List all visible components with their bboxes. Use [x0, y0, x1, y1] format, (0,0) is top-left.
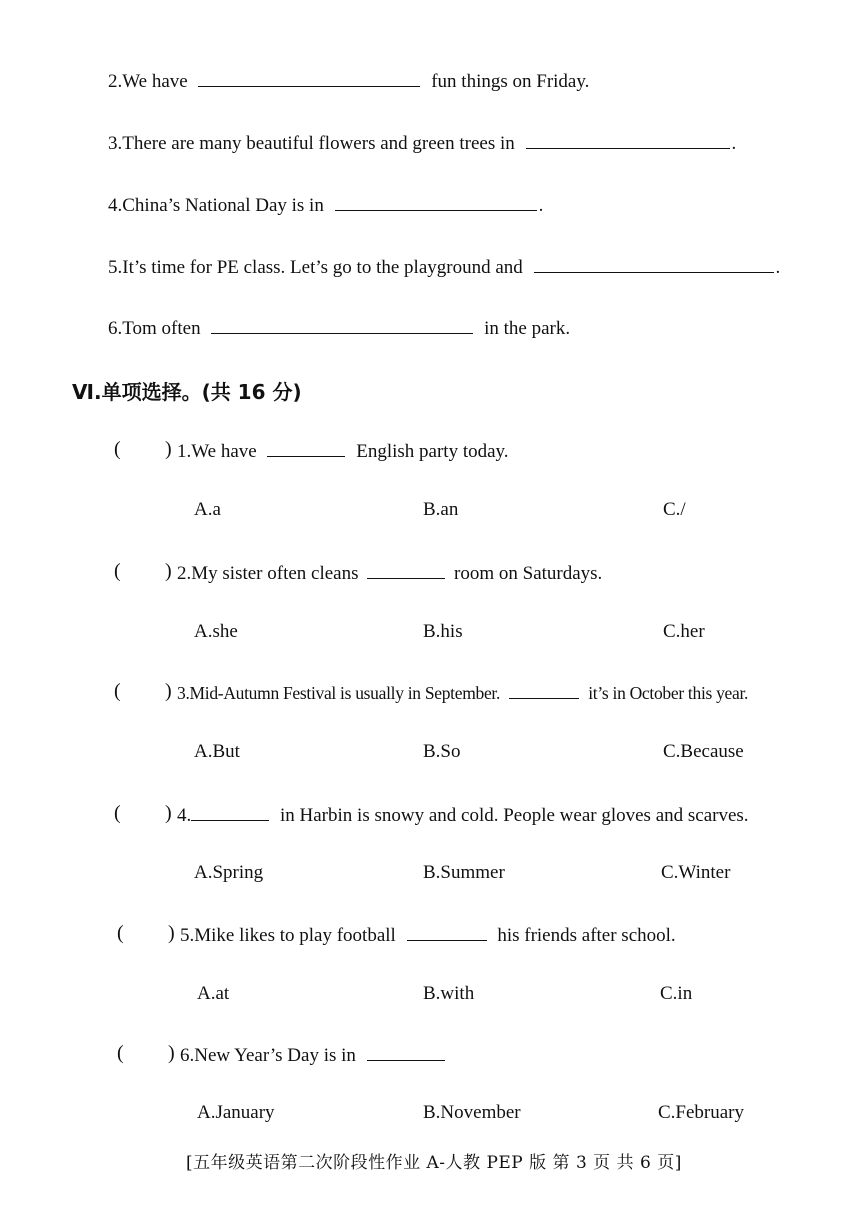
- item-number: 2.: [108, 71, 123, 92]
- answer-blank[interactable]: [367, 560, 445, 579]
- question-text-after: in Harbin is snowy and cold. People wear gloves and scarves.: [280, 805, 749, 826]
- item-text-before: There are many beautiful flowers and green trees in: [122, 133, 515, 154]
- item-number: 6.: [108, 318, 123, 339]
- question-text-after: room on Saturdays.: [454, 563, 603, 584]
- question-3: [177, 680, 748, 705]
- section-title: Ⅵ.单项选择。(共 16 分): [72, 380, 302, 404]
- question-text-after: his friends after school.: [497, 925, 676, 946]
- item-number: 4.: [108, 195, 123, 216]
- answer-paren-close: ): [168, 1042, 175, 1064]
- option-c[interactable]: C.her: [663, 621, 705, 642]
- fill-item-5: [108, 254, 780, 280]
- question-text-after: English party today.: [356, 441, 509, 462]
- option-a[interactable]: A.January: [197, 1102, 275, 1123]
- item-text-before: It’s time for PE class. Let’s go to the playground and: [122, 257, 523, 278]
- item-text-before: Tom often: [122, 318, 201, 339]
- answer-blank[interactable]: [407, 922, 487, 941]
- question-2: [177, 560, 602, 586]
- answer-blank[interactable]: [198, 68, 420, 87]
- answer-blank[interactable]: [534, 254, 774, 273]
- question-text-before: Mid-Autumn Festival is usually in September.: [189, 683, 501, 703]
- option-a[interactable]: A.Spring: [194, 862, 264, 883]
- answer-blank[interactable]: [335, 192, 537, 211]
- answer-paren-open[interactable]: (: [114, 802, 121, 824]
- answer-paren-close: ): [165, 560, 172, 582]
- answer-blank[interactable]: [211, 315, 473, 334]
- item-text-before: China’s National Day is in: [122, 195, 324, 216]
- answer-blank[interactable]: [526, 130, 730, 149]
- item-number: 3.: [108, 133, 123, 154]
- option-c[interactable]: C./: [663, 499, 686, 520]
- item-text-after: .: [731, 133, 737, 154]
- option-b[interactable]: B.November: [423, 1102, 521, 1123]
- option-c[interactable]: C.Winter: [661, 862, 731, 883]
- answer-paren-open[interactable]: (: [114, 680, 121, 702]
- option-a[interactable]: A.at: [197, 983, 230, 1004]
- question-number: 3.: [177, 683, 190, 703]
- option-c[interactable]: C.in: [660, 983, 693, 1004]
- option-b[interactable]: B.his: [423, 621, 463, 642]
- question-4: [177, 802, 749, 828]
- answer-blank[interactable]: [367, 1042, 445, 1061]
- question-1: [177, 438, 509, 464]
- item-number: 5.: [108, 257, 123, 278]
- question-6: [180, 1042, 451, 1068]
- answer-blank[interactable]: [509, 680, 579, 699]
- option-b[interactable]: B.an: [423, 499, 459, 520]
- option-c[interactable]: C.Because: [663, 741, 744, 762]
- answer-paren-close: ): [168, 922, 175, 944]
- fill-item-2: [108, 68, 589, 94]
- option-c[interactable]: C.February: [658, 1102, 745, 1123]
- answer-paren-open[interactable]: (: [114, 560, 121, 582]
- answer-blank[interactable]: [267, 438, 345, 457]
- fill-item-4: [108, 192, 543, 218]
- item-text-before: We have: [122, 71, 188, 92]
- page-footer: [五年级英语第二次阶段性作业 A-人教 PEP 版 第 3 页 共 6 页]: [186, 1153, 682, 1173]
- item-text-after: fun things on Friday.: [431, 71, 590, 92]
- option-b[interactable]: B.Summer: [423, 862, 505, 883]
- option-b[interactable]: B.So: [423, 741, 461, 762]
- question-number: 6.: [180, 1045, 195, 1066]
- answer-blank[interactable]: [191, 802, 269, 821]
- item-text-after: .: [538, 195, 544, 216]
- question-text-after: it’s in October this year.: [588, 683, 749, 703]
- item-text-after: .: [775, 257, 781, 278]
- question-text-before: New Year’s Day is in: [194, 1045, 356, 1066]
- option-a[interactable]: A.a: [194, 499, 221, 520]
- option-a[interactable]: A.But: [194, 741, 240, 762]
- fill-item-6: [108, 315, 570, 341]
- question-number: 5.: [180, 925, 195, 946]
- fill-item-3: [108, 130, 736, 156]
- question-number: 2.: [177, 563, 192, 584]
- question-text-before: My sister often cleans: [191, 563, 359, 584]
- answer-paren-open[interactable]: (: [117, 922, 124, 944]
- answer-paren-close: ): [165, 438, 172, 460]
- item-text-after: in the park.: [484, 318, 571, 339]
- question-number: 1.: [177, 441, 192, 462]
- question-5: [180, 922, 676, 948]
- question-number: 4.: [177, 805, 192, 826]
- answer-paren-close: ): [165, 802, 172, 824]
- answer-paren-close: ): [165, 680, 172, 702]
- answer-paren-open[interactable]: (: [114, 438, 121, 460]
- question-text-before: Mike likes to play football: [194, 925, 396, 946]
- option-a[interactable]: A.she: [194, 621, 238, 642]
- option-b[interactable]: B.with: [423, 983, 475, 1004]
- question-text-before: We have: [191, 441, 257, 462]
- answer-paren-open[interactable]: (: [117, 1042, 124, 1064]
